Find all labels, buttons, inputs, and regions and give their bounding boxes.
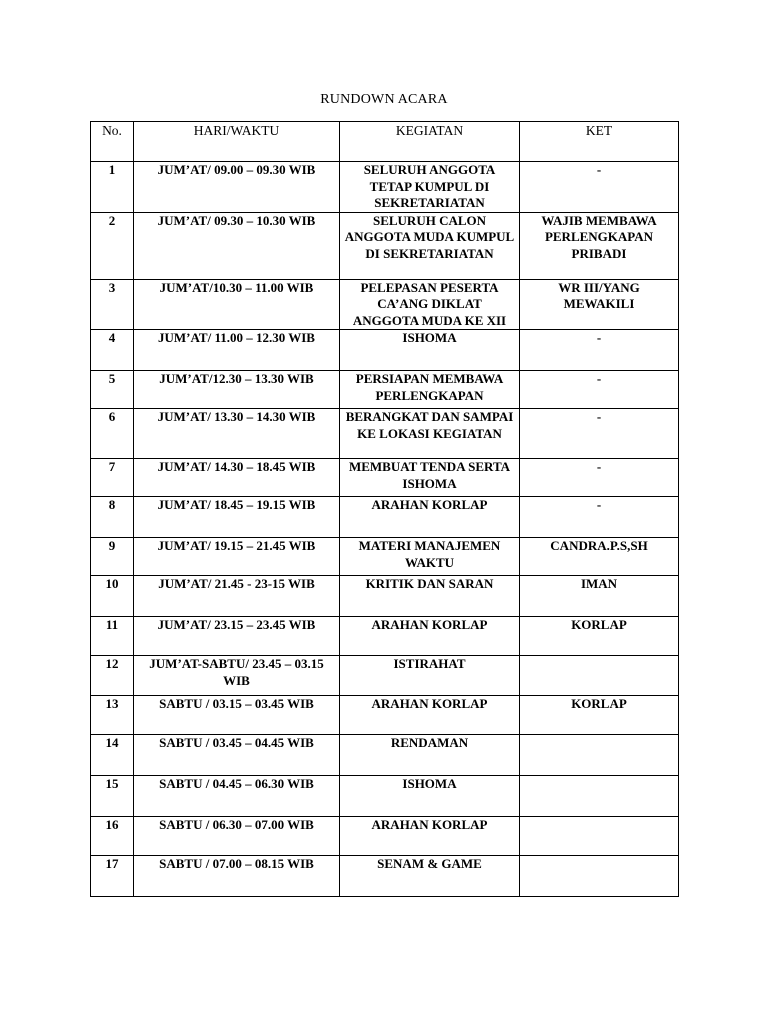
cell-activity: PERSIAPAN MEMBAWA PERLENGKAPAN bbox=[340, 371, 520, 409]
table-row bbox=[91, 776, 679, 817]
cell-no: 12 bbox=[91, 656, 134, 696]
cell-no: 11 bbox=[91, 617, 134, 656]
cell-ket: - bbox=[520, 409, 679, 459]
cell-no: 6 bbox=[91, 409, 134, 459]
cell-activity: ISHOMA bbox=[340, 776, 520, 817]
cell-no: 14 bbox=[91, 735, 134, 776]
cell-ket: WR III/YANG MEWAKILI bbox=[520, 279, 679, 330]
cell-ket bbox=[520, 776, 679, 817]
cell-activity: ARAHAN KORLAP bbox=[340, 617, 520, 656]
cell-activity: RENDAMAN bbox=[340, 735, 520, 776]
rundown-table bbox=[90, 121, 679, 897]
cell-ket: KORLAP bbox=[520, 696, 679, 735]
table-row bbox=[91, 856, 679, 897]
cell-no: 10 bbox=[91, 576, 134, 617]
table-row bbox=[91, 538, 679, 576]
cell-activity: ARAHAN KORLAP bbox=[340, 696, 520, 735]
cell-ket: - bbox=[520, 371, 679, 409]
document-title: RUNDOWN ACARA bbox=[320, 92, 448, 107]
cell-activity: MATERI MANAJEMEN WAKTU bbox=[340, 538, 520, 576]
cell-ket: - bbox=[520, 330, 679, 371]
table-row bbox=[91, 279, 679, 330]
cell-time: JUM’AT/ 13.30 – 14.30 WIB bbox=[134, 409, 340, 459]
table-row bbox=[91, 162, 679, 213]
cell-time: SABTU / 03.15 – 03.45 WIB bbox=[134, 696, 340, 735]
cell-no: 7 bbox=[91, 459, 134, 497]
cell-activity: SELURUH CALON ANGGOTA MUDA KUMPUL DI SEKRETARIATAN bbox=[340, 212, 520, 279]
header-ket: KET bbox=[520, 122, 679, 162]
cell-time: JUM’AT/12.30 – 13.30 WIB bbox=[134, 371, 340, 409]
table-row bbox=[91, 371, 679, 409]
cell-time: SABTU / 07.00 – 08.15 WIB bbox=[134, 856, 340, 897]
cell-ket: - bbox=[520, 162, 679, 213]
cell-time: JUM’AT/ 19.15 – 21.45 WIB bbox=[134, 538, 340, 576]
table-row bbox=[91, 817, 679, 856]
cell-ket bbox=[520, 735, 679, 776]
cell-no: 16 bbox=[91, 817, 134, 856]
cell-time: SABTU / 06.30 – 07.00 WIB bbox=[134, 817, 340, 856]
cell-activity: KRITIK DAN SARAN bbox=[340, 576, 520, 617]
cell-activity: ISHOMA bbox=[340, 330, 520, 371]
table-row bbox=[91, 735, 679, 776]
cell-time: JUM’AT/ 21.45 - 23-15 WIB bbox=[134, 576, 340, 617]
cell-ket bbox=[520, 656, 679, 696]
cell-time: JUM’AT/10.30 – 11.00 WIB bbox=[134, 279, 340, 330]
table-row bbox=[91, 576, 679, 617]
table-row bbox=[91, 497, 679, 538]
cell-ket: KORLAP bbox=[520, 617, 679, 656]
cell-time: JUM’AT/ 09.00 – 09.30 WIB bbox=[134, 162, 340, 213]
cell-activity: ISTIRAHAT bbox=[340, 656, 520, 696]
cell-ket: CANDRA.P.S,SH bbox=[520, 538, 679, 576]
cell-activity: ARAHAN KORLAP bbox=[340, 497, 520, 538]
cell-no: 13 bbox=[91, 696, 134, 735]
cell-ket: WAJIB MEMBAWA PERLENGKAPAN PRIBADI bbox=[520, 212, 679, 279]
cell-activity: PELEPASAN PESERTA CA’ANG DIKLAT ANGGOTA MUDA KE XII bbox=[340, 279, 520, 330]
table-row bbox=[91, 617, 679, 656]
cell-activity: MEMBUAT TENDA SERTA ISHOMA bbox=[340, 459, 520, 497]
cell-activity: BERANGKAT DAN SAMPAI KE LOKASI KEGIATAN bbox=[340, 409, 520, 459]
cell-time: JUM’AT/ 14.30 – 18.45 WIB bbox=[134, 459, 340, 497]
cell-ket bbox=[520, 856, 679, 897]
cell-time: JUM’AT-SABTU/ 23.45 – 03.15 WIB bbox=[134, 656, 340, 696]
cell-no: 15 bbox=[91, 776, 134, 817]
cell-time: SABTU / 03.45 – 04.45 WIB bbox=[134, 735, 340, 776]
table-body bbox=[91, 162, 679, 897]
table-row bbox=[91, 330, 679, 371]
table-row bbox=[91, 459, 679, 497]
cell-time: JUM’AT/ 09.30 – 10.30 WIB bbox=[134, 212, 340, 279]
table-row bbox=[91, 656, 679, 696]
cell-activity: ARAHAN KORLAP bbox=[340, 817, 520, 856]
table-row bbox=[91, 409, 679, 459]
cell-no: 2 bbox=[91, 212, 134, 279]
cell-no: 1 bbox=[91, 162, 134, 213]
cell-no: 17 bbox=[91, 856, 134, 897]
table-row bbox=[91, 696, 679, 735]
header-time: HARI/WAKTU bbox=[134, 122, 340, 162]
cell-no: 4 bbox=[91, 330, 134, 371]
header-no: No. bbox=[91, 122, 134, 162]
table-row bbox=[91, 212, 679, 279]
cell-time: SABTU / 04.45 – 06.30 WIB bbox=[134, 776, 340, 817]
table-header-row bbox=[91, 122, 679, 162]
header-activity: KEGIATAN bbox=[340, 122, 520, 162]
cell-ket: IMAN bbox=[520, 576, 679, 617]
cell-time: JUM’AT/ 18.45 – 19.15 WIB bbox=[134, 497, 340, 538]
cell-no: 9 bbox=[91, 538, 134, 576]
cell-time: JUM’AT/ 23.15 – 23.45 WIB bbox=[134, 617, 340, 656]
cell-activity: SELURUH ANGGOTA TETAP KUMPUL DI SEKRETARIATAN bbox=[340, 162, 520, 213]
cell-ket: - bbox=[520, 497, 679, 538]
cell-ket: - bbox=[520, 459, 679, 497]
cell-no: 3 bbox=[91, 279, 134, 330]
cell-time: JUM’AT/ 11.00 – 12.30 WIB bbox=[134, 330, 340, 371]
cell-activity: SENAM & GAME bbox=[340, 856, 520, 897]
cell-no: 5 bbox=[91, 371, 134, 409]
cell-no: 8 bbox=[91, 497, 134, 538]
cell-ket bbox=[520, 817, 679, 856]
